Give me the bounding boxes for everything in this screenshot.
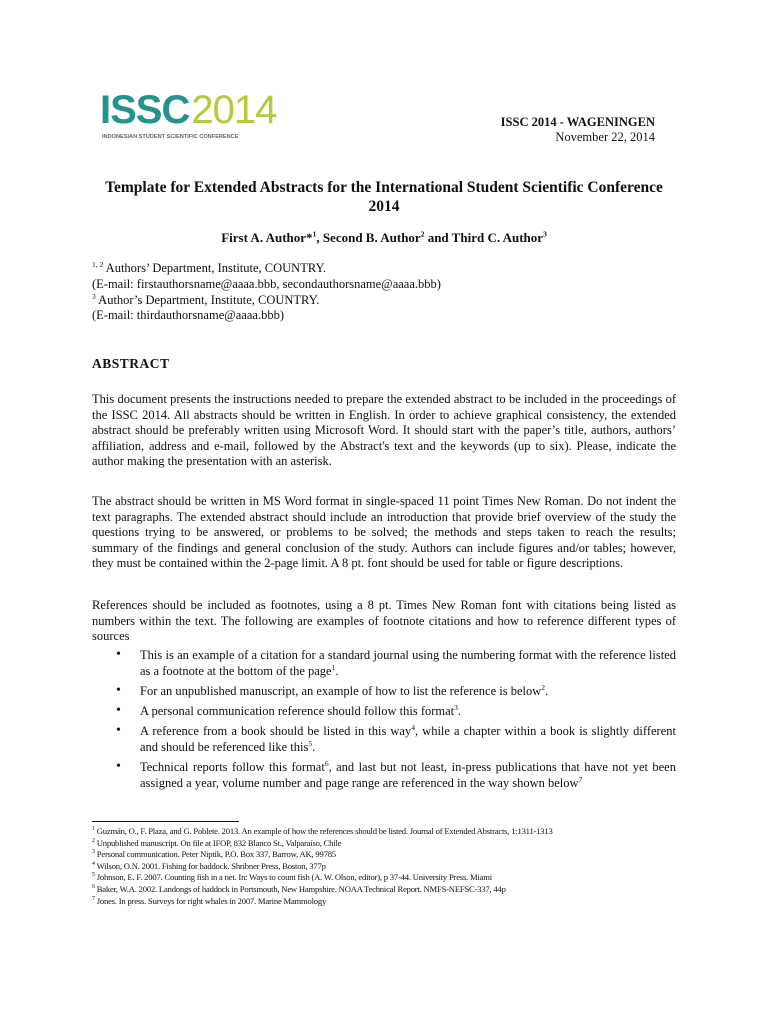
footnote-ref: 1 [331, 662, 336, 672]
footnote-text: Jones. In press. Surveys for right whales in 2007. Marine Mammology [94, 895, 327, 906]
footnote [92, 872, 553, 884]
conference-date: November 22, 2014 [555, 130, 655, 144]
author-2: , Second B. Author [316, 230, 421, 245]
affiliation-sup: 3 [92, 291, 96, 301]
footnote-ref: 4 [411, 722, 415, 732]
footnote-number: 4 [92, 860, 95, 867]
logo-issc: ISSC [100, 88, 190, 132]
footnote-number: 3 [92, 849, 95, 856]
affiliations [92, 261, 441, 324]
item-text: A reference from a book should be listed in this way [140, 724, 412, 738]
item-text: . [457, 704, 462, 718]
item-text: For an unpublished manuscript, an example of how to list the reference is below [140, 684, 542, 698]
footnote [92, 896, 553, 908]
footnote-number: 2 [92, 837, 95, 844]
paragraph: The abstract should be written in MS Word format in single-spaced 11 point Times New Roman. Do not indent the text paragraphs. The extended abstract should include an introduction that provide brief overview of the study the questions trying to be answered, or problems to be solved; the methods and steps taken to reach the results; summary of the findings and general conclusion of the study. Authors can include figures and/or tables; however, they must be contained within the 2-page limit. A 8 pt. font should be used for table or figure descriptions. [92, 494, 676, 571]
logo-year: 2014 [191, 88, 277, 132]
footnote [92, 826, 553, 838]
affiliation-line: (E-mail: thirdauthorsname@aaaa.bbb) [92, 308, 284, 323]
header-info [501, 115, 655, 145]
footnote [92, 849, 553, 861]
item-text: . [335, 664, 339, 678]
footnote-ref: 3 [454, 702, 458, 712]
item-text: This is an example of a citation for a standard journal using the numbering format with the reference listed as a footnote at the bottom of the page [140, 648, 676, 678]
author-2-sup: 2 [420, 229, 425, 239]
affiliation-text: Author’s Department, Institute, COUNTRY. [95, 292, 320, 307]
list-item [116, 647, 676, 679]
footnote-number: 5 [92, 872, 95, 879]
list-item [116, 703, 676, 719]
footnote-number: 7 [92, 895, 95, 902]
author-1: First A. Author* [221, 230, 313, 245]
footnotes [92, 826, 553, 907]
citation-examples-list [116, 647, 676, 795]
footnote-ref: 6 [324, 758, 329, 768]
affiliation-line [92, 293, 441, 309]
footnote-ref: 7 [578, 774, 583, 784]
author-line [92, 230, 676, 246]
affiliation-line [92, 261, 441, 277]
document-title: Template for Extended Abstracts for the International Student Scientific Conference 2014 [105, 179, 663, 215]
item-text: , and last but not least, in-press publications that have not yet been assigned a year, volume number and page range are referenced in the way shown below [140, 760, 676, 790]
footnote-divider [92, 821, 239, 822]
item-text: Technical reports follow this format [140, 760, 325, 774]
paragraph: References should be included as footnotes, using a 8 pt. Times New Roman font with citations being listed as numbers within the text. The following are examples of footnote citations and how to reference different types of sources [92, 598, 676, 644]
logo-subtitle: INDONESIAN STUDENT SCIENTIFIC CONFERENCE [102, 134, 239, 140]
footnote-number: 6 [92, 884, 95, 891]
item-text: A personal communication reference should follow this format [140, 704, 455, 718]
author-3-sup: 3 [543, 229, 547, 239]
author-3: and Third C. Author [424, 230, 544, 245]
footnote [92, 861, 553, 873]
footnote-text: Johnson, E. F. 2007. Counting fish in a net. In: Ways to count fish (A. W. Olson, editor), p 37-44. University Press. Miami [94, 872, 492, 883]
affiliation-text: Authors’ Department, Institute, COUNTRY. [103, 261, 327, 275]
affiliation-sup: 1, 2 [92, 259, 104, 269]
footnote-ref: 2 [541, 682, 546, 692]
footnote-text: Guzmán, O., F. Plaza, and G. Poblete. 2013. An example of how the references should be listed. Journal of Extended Abstracts, 1:1311-1313 [94, 826, 553, 836]
footnote [92, 884, 553, 896]
footnote-ref: 5 [308, 738, 313, 748]
author-1-sup: 1 [312, 229, 317, 239]
item-text: , while a chapter within a book is slightly different and should be referenced like this [140, 724, 676, 754]
item-text: . [312, 740, 316, 754]
footnote-text: Unpublished manuscript. On file at IFOP, 832 Blanco St., Valparaíso, Chile [94, 837, 342, 848]
affiliation-line: (E-mail: firstauthorsname@aaaa.bbb, secondauthorsname@aaaa.bbb) [92, 276, 441, 291]
paragraph: This document presents the instructions needed to prepare the extended abstract to be included in the proceedings of the ISSC 2014. All abstracts should be written in English. In order to achieve graphical consistency, the extended abstract should be preferably written using Microsoft Word. It should start with the paper’s title, authors, authors’ affiliation, address and e-mail, followed by the Abstract's text and the keywords (up to six). Please, indicate the author making the presentation with an asterisk. [92, 392, 676, 469]
list-item [116, 723, 676, 755]
footnote-text: Baker, W.A. 2002. Landongs of haddock in Portsmouth, New Hampshire. NOAA Technical Report. NMFS-NEFSC-337, 44p [94, 883, 506, 894]
footnote-text: Wilson, O.N. 2001. Fishing for haddock. Shribner Press, Boston, 377p [94, 860, 326, 871]
footnote-text: Personal communication. Peter Niptik, P.O. Box 337, Barrow, AK, 99785 [94, 849, 336, 860]
item-text: . [545, 684, 549, 698]
conference-name: ISSC 2014 - WAGENINGEN [500, 115, 655, 129]
issc-logo [100, 88, 277, 146]
list-item [116, 759, 676, 791]
footnote-number: 1 [92, 826, 95, 833]
abstract-heading: ABSTRACT [92, 356, 170, 371]
footnote [92, 838, 553, 850]
list-item [116, 683, 676, 699]
